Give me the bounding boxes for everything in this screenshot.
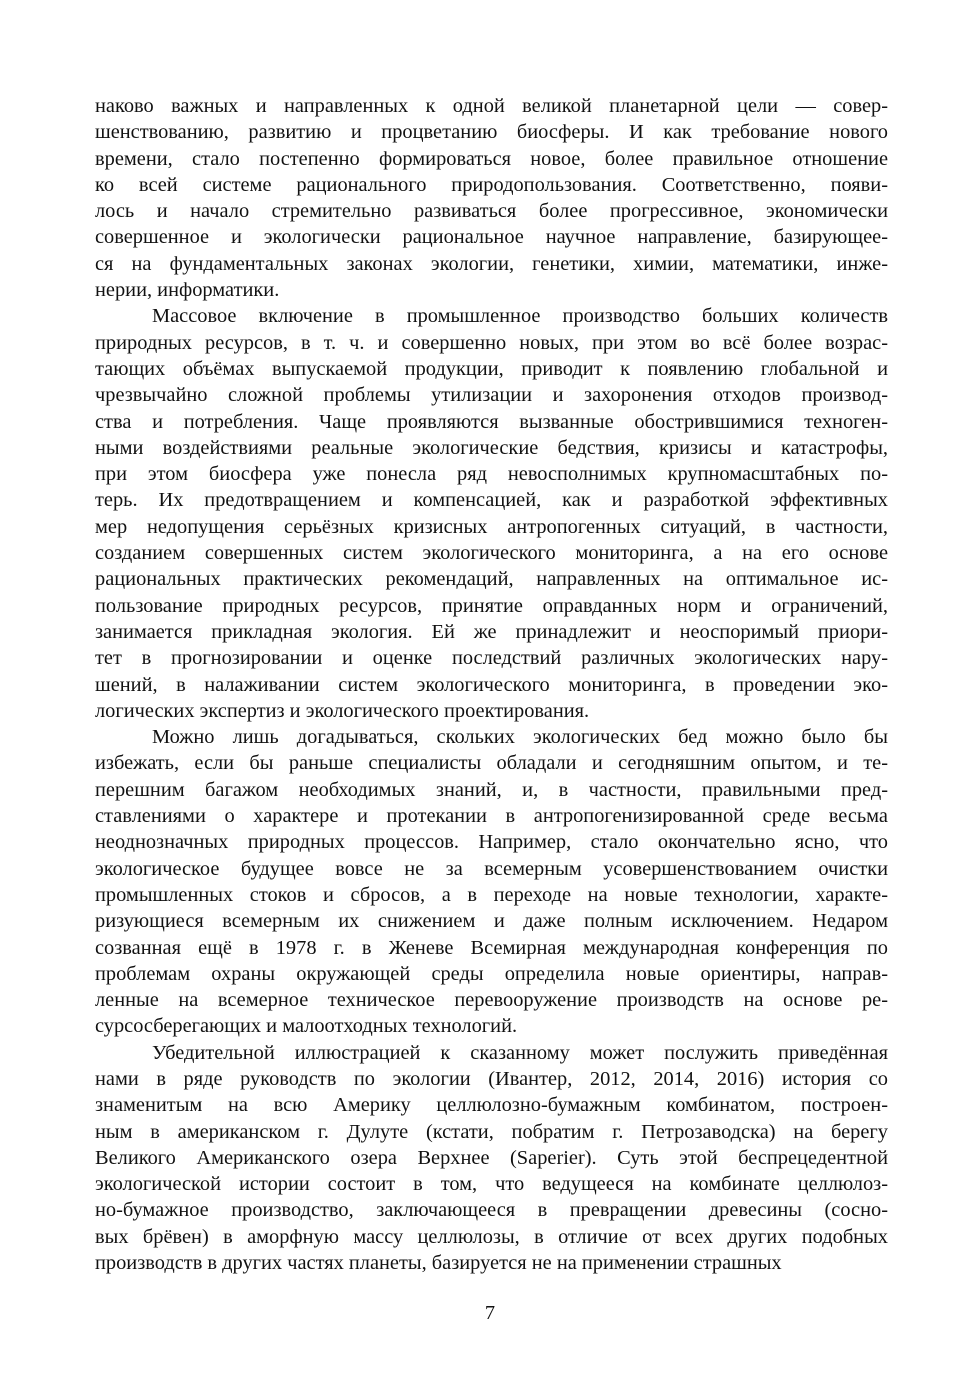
text-line: производств в других частях планеты, базируется не на применении страшных [95, 1252, 782, 1275]
text-line: неоднозначных природных процессов. Например, стало окончательно ясно, что [95, 831, 888, 854]
text-line: избежать, если бы раньше специалисты обладали и сегодняшним опытом, и те- [95, 752, 888, 775]
text-line: лось и начало стремительно развиваться более прогрессивное, экономически [95, 200, 888, 223]
page-number: 7 [484, 1302, 496, 1324]
paragraph-3 [95, 724, 888, 1040]
text-line: тет в прогнозировании и оценке последствий различных экологических нару- [95, 647, 888, 670]
text-line: экологической истории состоит в том, что ведущееся на комбинате целлюлоз- [95, 1173, 888, 1196]
paragraph-4 [95, 1040, 888, 1277]
text-line: Убедительной иллюстрацией к сказанному может послужить приведённая [152, 1041, 888, 1064]
paragraph-1 [95, 93, 888, 303]
text-line: созданием совершенных систем экологического мониторинга, а на его основе [95, 542, 888, 565]
text-line: ставлениями о характере и протекании в антропогенизированной среде весьма [95, 805, 888, 828]
text-line: ко всей системе рационального природопользования. Соответственно, появи- [95, 173, 888, 196]
text-line: шений, в налаживании систем экологического мониторинга, в проведении эко- [95, 673, 888, 696]
text-line: экологическое будущее вовсе не за всемерным усовершенствованием очистки [95, 857, 888, 880]
page-body [95, 93, 888, 1276]
text-line: ся на фундаментальных законах экологии, генетики, химии, математики, инже- [95, 252, 888, 275]
text-line: перешним багажом необходимых знаний, и, в частности, правильными пред- [95, 778, 888, 801]
text-line: промышленных стоков и сбросов, а в переходе на новые технологии, характе- [95, 883, 888, 906]
text-line: созванная ещё в 1978 г. в Женеве Всемирная международная конференция по [95, 936, 888, 959]
text-line: тающих объёмах выпускаемой продукции, приводит к появлению глобальной и [95, 357, 888, 380]
text-line: Массовое включение в промышленное производство больших количеств [152, 305, 888, 328]
text-line: знаменитым на всю Америку целлюлозно-бумажным комбинатом, построен- [95, 1094, 888, 1117]
text-line: наково важных и направленных к одной великой планетарной цели — совер- [95, 95, 888, 117]
text-line: проблемам охраны окружающей среды определила новые ориентиры, направ- [95, 962, 888, 985]
text-line: мер недопущения серьёзных кризисных антропогенных ситуаций, в частности, [95, 515, 888, 538]
text-line: вых брёвен) в аморфную массу целлюлозы, в отличие от всех других подобных [95, 1225, 888, 1248]
text-line: чрезвычайно сложной проблемы утилизации и захоронения отходов производ- [95, 384, 888, 407]
text-line: ным в американском г. Дулуте (кстати, побратим г. Петрозаводска) на берегу [95, 1120, 888, 1143]
text-line: при этом биосфера уже понесла ряд невосполнимых крупномасштабных по- [95, 463, 888, 486]
paragraph-2 [95, 303, 888, 724]
text-line: сурсосберегающих и малоотходных технологий. [95, 1015, 518, 1038]
text-line: логических экспертиз и экологического проектирования. [95, 699, 590, 722]
text-line: но-бумажное производство, заключающееся в превращении древесины (сосно- [95, 1199, 888, 1222]
text-line: Можно лишь догадываться, скольких экологических бед можно было бы [152, 726, 888, 749]
text-line: шенствованию, развитию и процветанию биосферы. И как требование нового [95, 121, 888, 144]
text-body [95, 93, 888, 1276]
text-line: ризующиеся всемерным их снижением и даже полным исключением. Недаром [95, 910, 888, 933]
text-line: ства и потребления. Чаще проявляются вызванные обострившимися техноген- [95, 410, 888, 433]
text-line: нерии, информатики. [95, 279, 280, 302]
text-line: ленные на всемерное техническое перевооружение производств на основе ре- [95, 989, 888, 1012]
text-line: совершенное и экологически рациональное научное направление, базирующее- [95, 226, 888, 249]
text-line: Великого Американского озера Верхнее (Saperier). Суть этой беспрецедентной [95, 1146, 888, 1169]
text-line: рациональных практических рекомендаций, направленных на оптимальное ис- [95, 568, 888, 591]
text-line: нами в ряде руководств по экологии (Ивантер, 2012, 2014, 2016) история со [95, 1067, 888, 1090]
text-line: времени, стало постепенно формироваться новое, более правильное отношение [95, 147, 888, 170]
text-line: терь. Их предотвращением и компенсацией, как и разработкой эффективных [95, 489, 888, 512]
text-line: занимается прикладная экология. Ей же принадлежит и неоспоримый приори- [95, 620, 888, 643]
text-line: ными воздействиями реальные экологические бедствия, кризисы и катастрофы, [95, 436, 888, 459]
text-line: пользование природных ресурсов, принятие оправданных норм и ограничений, [95, 594, 888, 617]
text-line: природных ресурсов, в т. ч. и совершенно новых, при этом во всё более возрас- [95, 331, 888, 354]
